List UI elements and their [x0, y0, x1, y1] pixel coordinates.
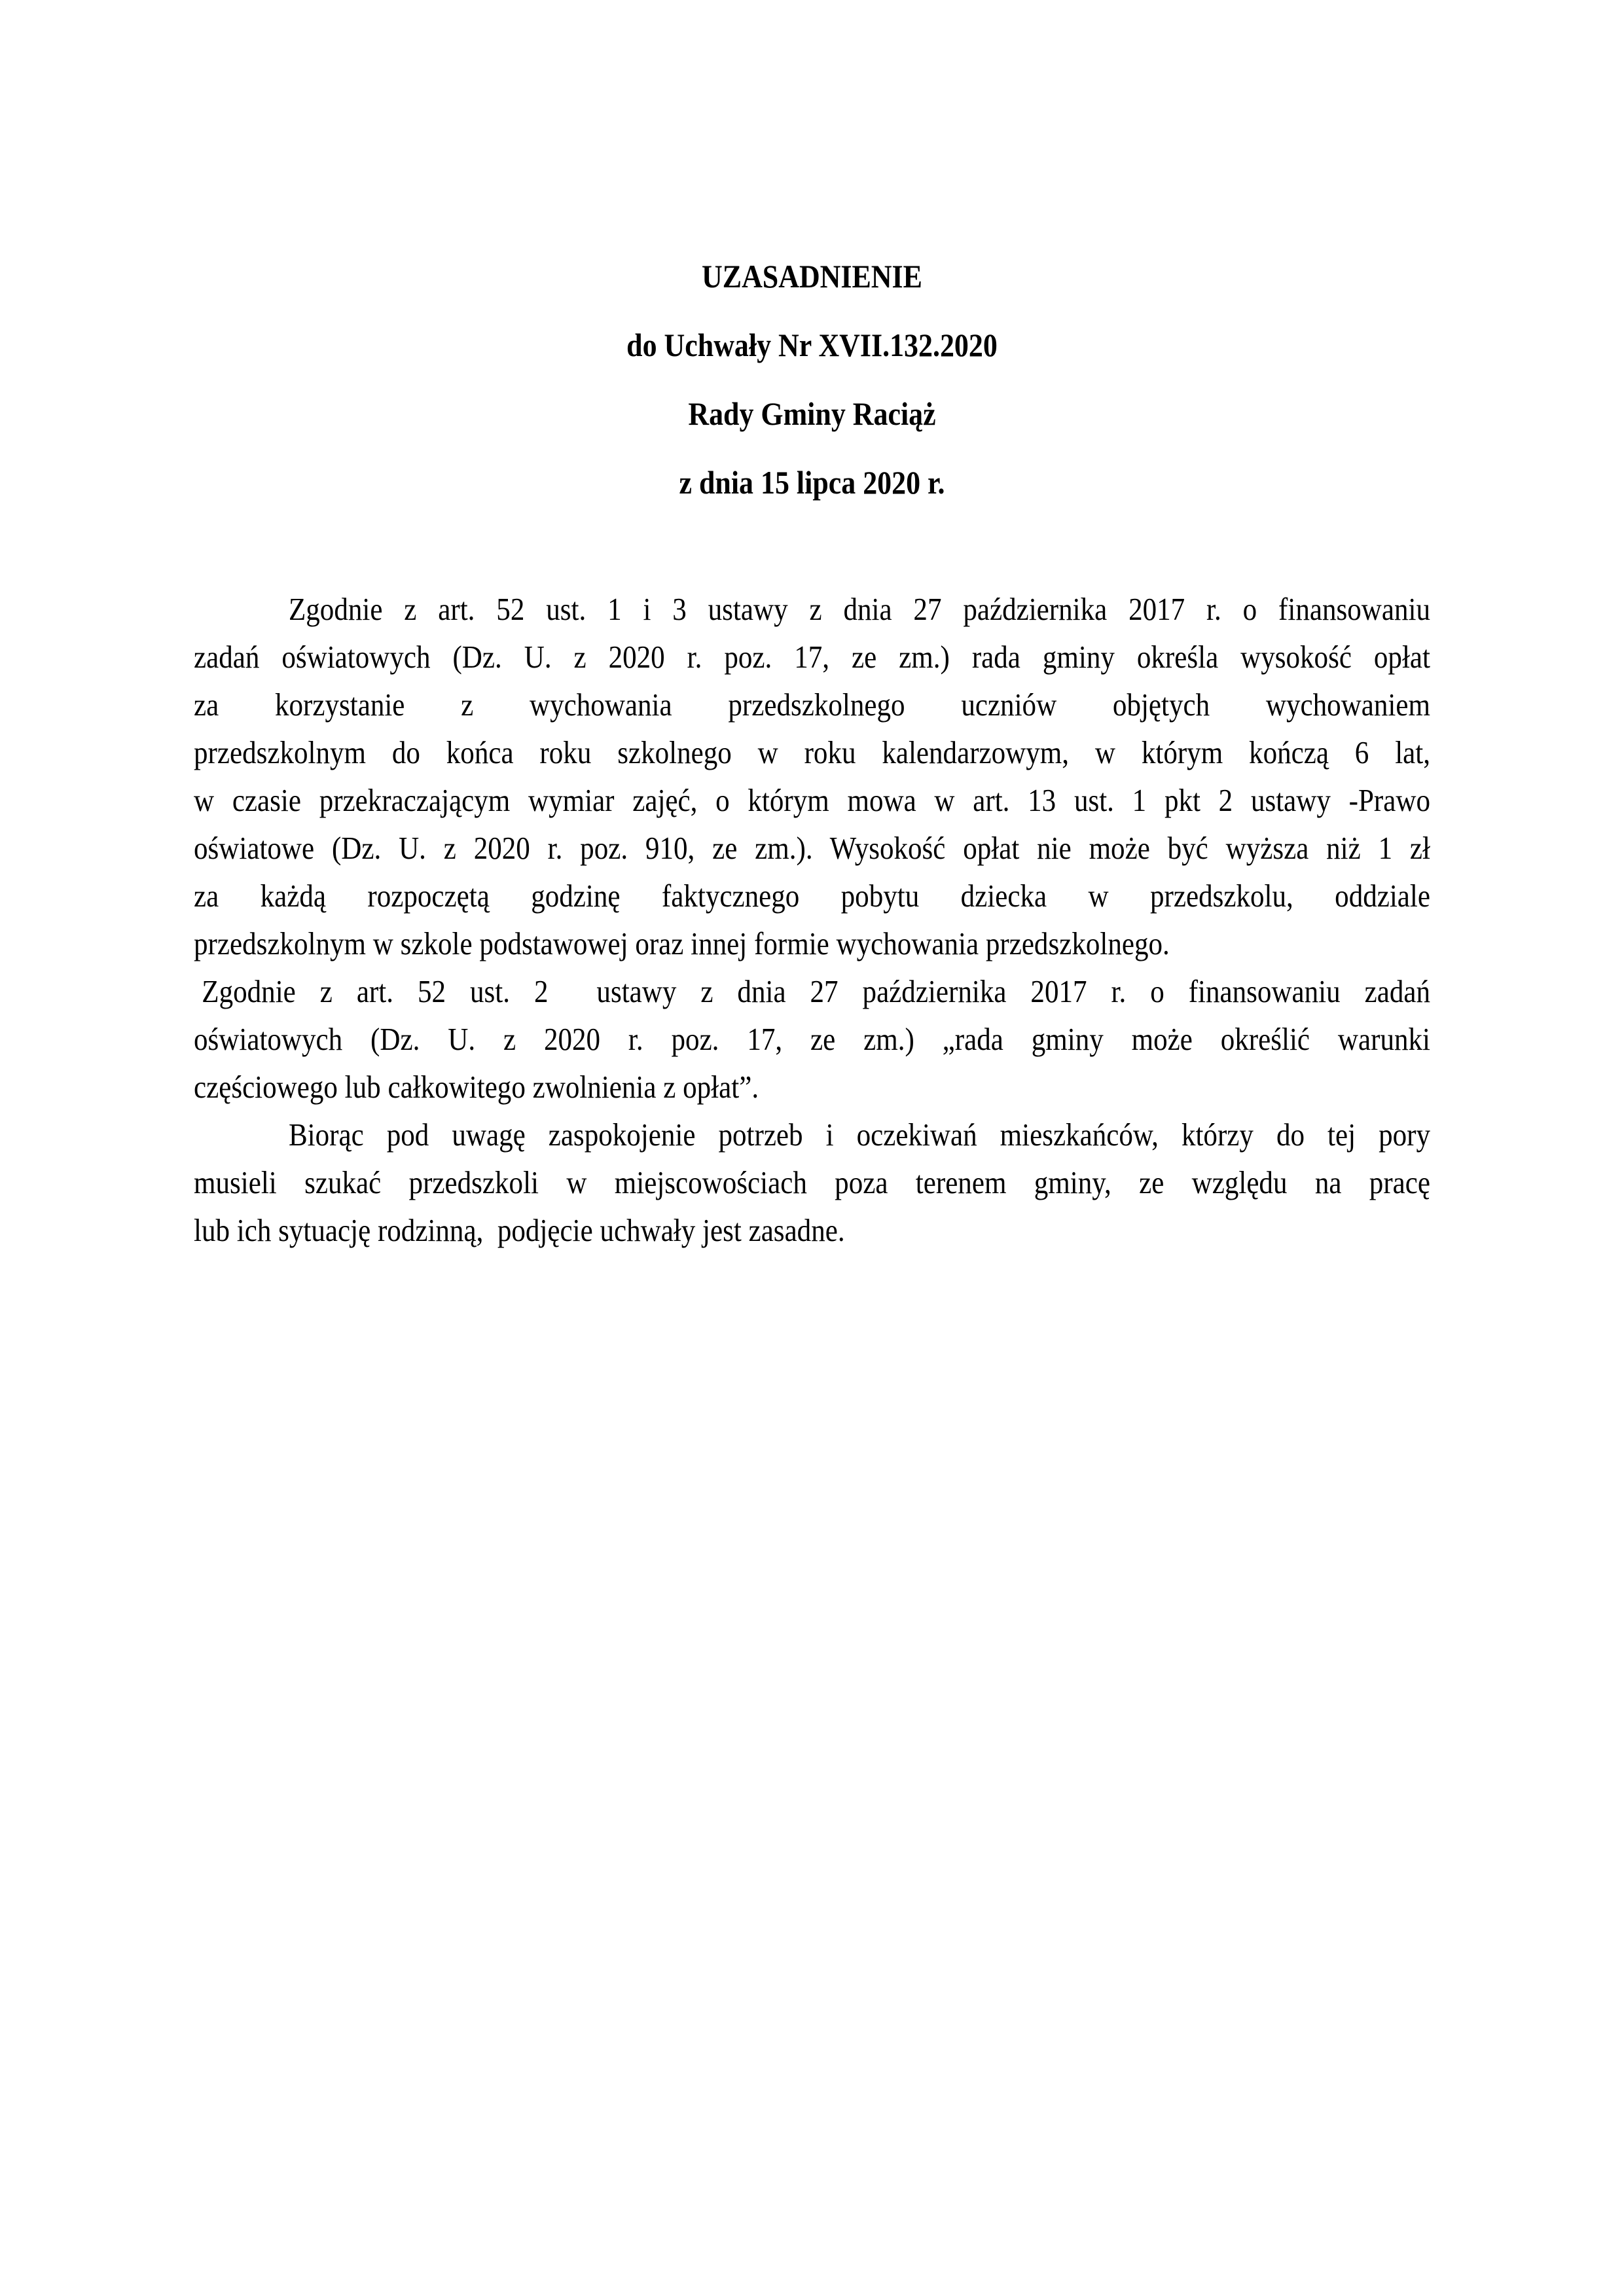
body-line: oświatowych (Dz. U. z 2020 r. poz. 17, ze zm.) „rada gminy może określić warunki — [194, 1021, 1430, 1057]
resolution-date-line: z dnia 15 lipca 2020 r. — [679, 464, 945, 501]
body-line: oświatowe (Dz. U. z 2020 r. poz. 910, ze zm.). Wysokość opłat nie może być wyższa niż 1 zł — [194, 830, 1430, 866]
resolution-number-line: do Uchwały Nr XVII.132.2020 — [626, 327, 998, 363]
body-line: za każdą rozpoczętą godzinę faktycznego pobytu dziecka w przedszkolu, oddziale — [194, 878, 1430, 914]
document-header — [194, 242, 1430, 517]
body-line: częściowego lub całkowitego zwolnienia z opłat”. — [194, 1069, 759, 1105]
council-name-line: Rady Gminy Raciąż — [688, 395, 936, 432]
body-line: przedszkolnym do końca roku szkolnego w roku kalendarzowym, w którym kończą 6 lat, — [194, 734, 1430, 770]
body-line: Biorąc pod uwagę zaspokojenie potrzeb i oczekiwań mieszkańców, którzy do tej pory — [288, 1117, 1430, 1153]
body-line: przedszkolnym w szkole podstawowej oraz innej formie wychowania przedszkolnego. — [194, 925, 1170, 961]
body-line: lub ich sytuację rodzinną, podjęcie uchwały jest zasadne. — [194, 1212, 845, 1248]
document-body — [194, 585, 1430, 1254]
body-line: zadań oświatowych (Dz. U. z 2020 r. poz. 17, ze zm.) rada gminy określa wysokość opłat — [194, 639, 1430, 675]
body-line: Zgodnie z art. 52 ust. 2 ustawy z dnia 27 października 2017 r. o finansowaniu zadań — [202, 973, 1430, 1009]
text-column — [194, 242, 1430, 1254]
body-line: musieli szukać przedszkoli w miejscowościach poza terenem gminy, ze względu na pracę — [194, 1164, 1430, 1200]
body-line: Zgodnie z art. 52 ust. 1 i 3 ustawy z dnia 27 października 2017 r. o finansowaniu — [288, 591, 1430, 627]
body-line: za korzystanie z wychowania przedszkolnego uczniów objętych wychowaniem — [194, 687, 1430, 723]
document-title: UZASADNIENIE — [702, 258, 922, 295]
body-line: w czasie przekraczającym wymiar zajęć, o którym mowa w art. 13 ust. 1 pkt 2 ustawy -Prawo — [194, 782, 1430, 818]
